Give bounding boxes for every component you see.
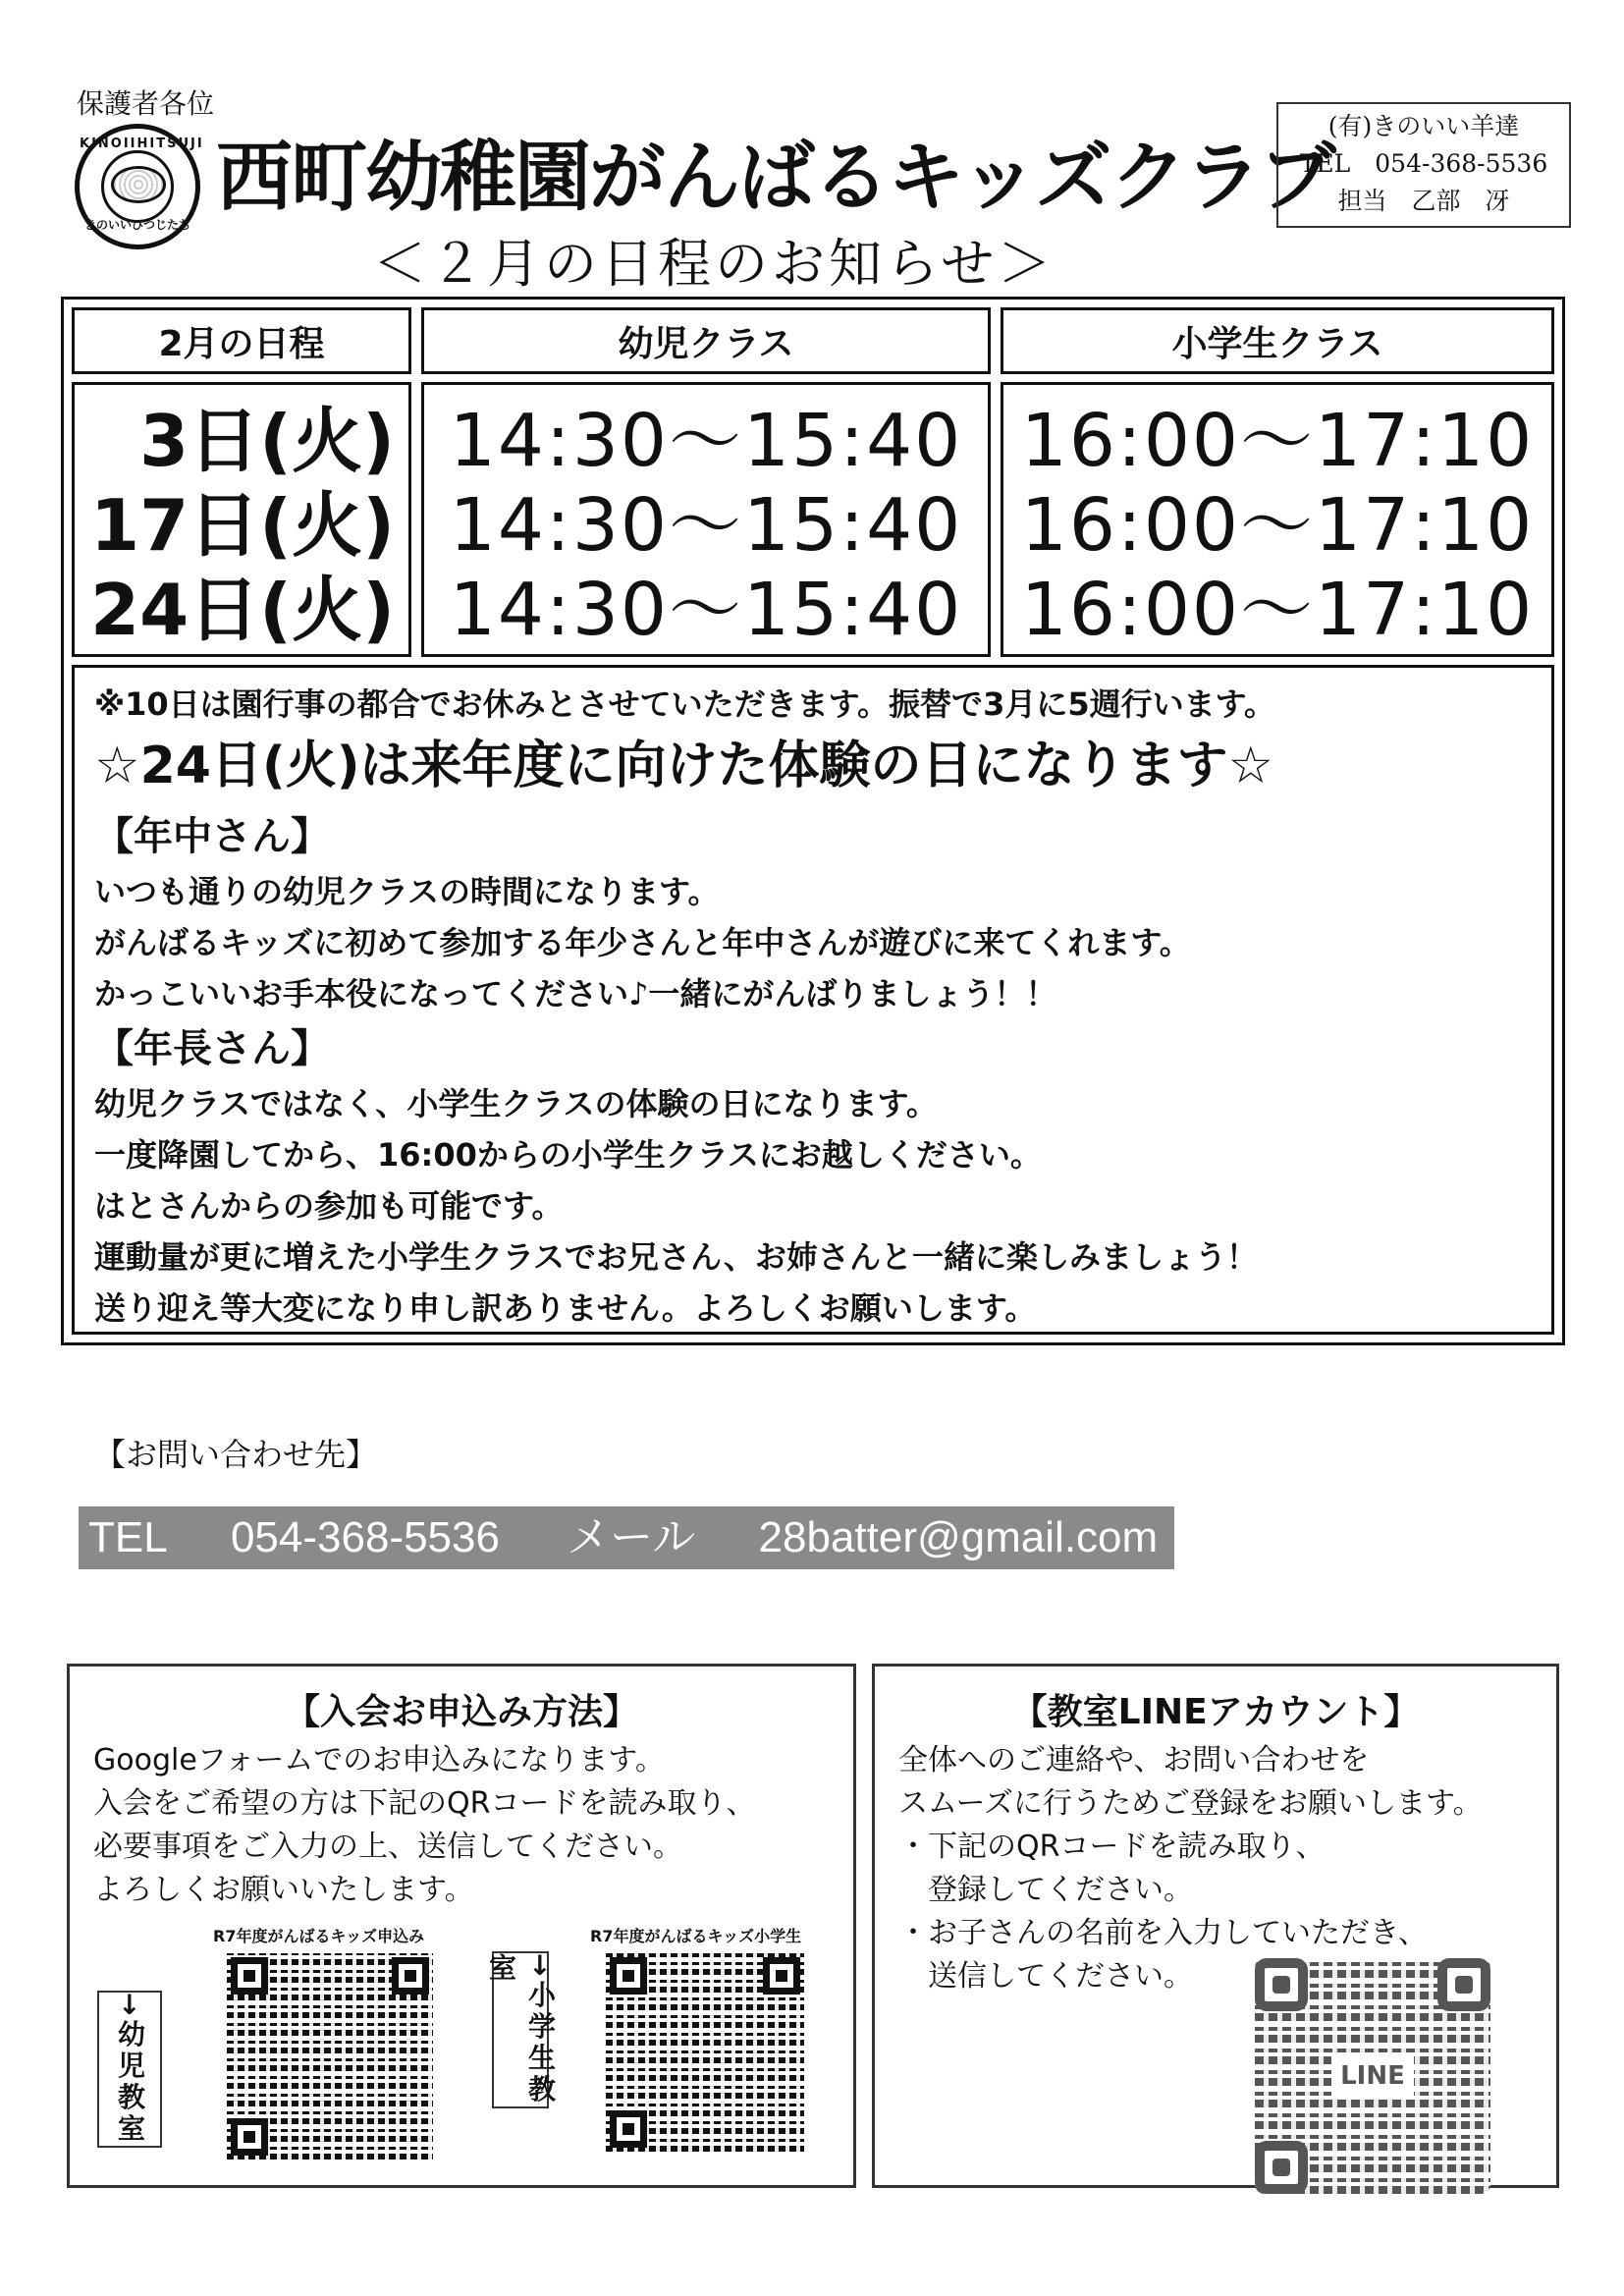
nencho-line: 一度降園してから、16:00からの小学生クラスにお越しください。 <box>94 1136 1042 1174</box>
line-account-line: 全体へのご連絡や、お問い合わせを <box>898 1743 1370 1777</box>
inquiry-label: 【お問い合わせ先】 <box>94 1436 378 1473</box>
header-date: 2月の日程 <box>72 307 411 374</box>
contact-person: 担当 乙部 冴 <box>1337 187 1510 215</box>
qr-code-line[interactable] <box>1255 1958 1490 2194</box>
date-row: 24日(火) <box>89 569 395 651</box>
qr-finder <box>610 1957 647 1995</box>
line-account-title: 【教室LINEアカウント】 <box>1011 1692 1420 1732</box>
infant-time: 14:30～15:40 <box>449 399 963 483</box>
line-account-line: スムーズに行うためご登録をお願いします。 <box>898 1786 1483 1821</box>
nenchu-line: いつも通りの幼児クラスの時間になります。 <box>94 873 720 910</box>
inquiry-bar <box>79 1506 1174 1569</box>
addressee: 保護者各位 <box>77 87 215 120</box>
enrollment-line: 必要事項をご入力の上、送信してください。 <box>93 1830 682 1864</box>
nencho-line: 送り迎え等大変になり申し訳ありません。よろしくお願いします。 <box>94 1289 1037 1327</box>
enrollment-line: 入会をご希望の方は下記のQRコードを読み取り、 <box>93 1786 756 1821</box>
infant-times <box>421 382 991 657</box>
sheep-icon <box>111 166 166 203</box>
nenchu-line: かっこいいお手本役になってください♪一緒にがんばりましょう！！ <box>94 975 1057 1012</box>
date-row: 17日(火) <box>89 484 395 567</box>
qr-elementary-caption: R7年度がんばるキッズ小学生 <box>590 1927 802 1945</box>
contact-tel: TEL 054-368-5536 <box>1299 149 1548 178</box>
tel-label: TEL <box>88 1513 168 1561</box>
logo-bottom-text: きのいいひつじたち <box>83 218 190 232</box>
mail-address[interactable]: 28batter@gmail.com <box>758 1513 1159 1561</box>
elementary-times <box>1001 382 1554 657</box>
company-logo <box>75 124 204 249</box>
enrollment-box <box>67 1664 856 2188</box>
page-subtitle: ＜２月の日程のお知らせ＞ <box>373 233 1056 295</box>
nencho-line: 幼児クラスではなく、小学生クラスの体験の日になります。 <box>94 1085 938 1122</box>
line-account-line: ・お子さんの名前を入力していただき、 <box>898 1916 1428 1950</box>
nencho-line: 運動量が更に増えた小学生クラスでお兄さん、お姉さんと一緒に楽しみましょう！ <box>94 1238 1258 1276</box>
nenchu-line: がんばるキッズに初めて参加する年少さんと年中さんが遊びに来てくれます。 <box>94 924 1191 961</box>
qr-infant-caption: R7年度がんばるキッズ申込み <box>213 1927 425 1945</box>
infant-time: 14:30～15:40 <box>449 568 963 652</box>
qr-code-elementary[interactable] <box>604 1951 806 2154</box>
date-column <box>72 382 411 657</box>
elementary-time: 16:00～17:10 <box>1020 568 1535 652</box>
trial-day-heading: ☆24日(火)は来年度に向けた体験の日になります☆ <box>94 737 1274 795</box>
header-infant: 幼児クラス <box>421 307 991 374</box>
enrollment-title: 【入会お申込み方法】 <box>284 1692 638 1732</box>
enrollment-line: Googleフォームでのお申込みになります。 <box>93 1743 665 1777</box>
elementary-time: 16:00～17:10 <box>1020 399 1535 483</box>
nenchu-heading: 【年中さん】 <box>94 814 330 859</box>
contact-company: (有)きのいい羊達 <box>1327 112 1520 140</box>
qr-finder <box>1437 1958 1490 2011</box>
infant-class-label: →幼児教室 <box>97 1991 162 2148</box>
header-elementary: 小学生クラス <box>1001 307 1554 374</box>
page-title: 西町幼稚園がんばるキッズクラブ <box>216 134 1334 222</box>
nencho-line: はとさんからの参加も可能です。 <box>94 1187 564 1225</box>
qr-finder <box>231 1957 268 1995</box>
tel-number[interactable]: 054-368-5536 <box>230 1513 500 1561</box>
enrollment-line: よろしくお願いいたします。 <box>93 1873 474 1907</box>
line-logo-icon: LINE <box>1331 2056 1414 2096</box>
qr-finder <box>1255 2141 1308 2194</box>
qr-finder <box>231 2118 268 2156</box>
qr-finder <box>1255 1958 1308 2011</box>
qr-finder <box>763 1957 800 1995</box>
holiday-note: ※10日は園行事の都合でお休みとさせていただきます。振替で3月に5週行います。 <box>94 685 1276 723</box>
infant-time: 14:30～15:40 <box>449 483 963 568</box>
qr-finder <box>610 2110 647 2148</box>
line-account-line: 送信してください。 <box>898 1959 1193 1994</box>
line-account-line: 登録してください。 <box>898 1873 1193 1907</box>
notes-box <box>72 665 1554 1335</box>
mail-label: メール <box>567 1513 696 1561</box>
nencho-heading: 【年長さん】 <box>94 1026 330 1071</box>
elementary-class-label: →小学生教室 <box>492 1951 549 2108</box>
line-account-line: ・下記のQRコードを読み取り、 <box>898 1830 1326 1864</box>
contact-box <box>1276 102 1571 228</box>
date-row: 3日(火) <box>139 400 395 482</box>
qr-code-infant[interactable] <box>225 1951 435 2161</box>
elementary-time: 16:00～17:10 <box>1020 483 1535 568</box>
schedule-table <box>61 297 1565 1345</box>
qr-finder <box>392 1957 429 1995</box>
logo-top-text: KINOIIHITSUJI <box>80 137 204 151</box>
